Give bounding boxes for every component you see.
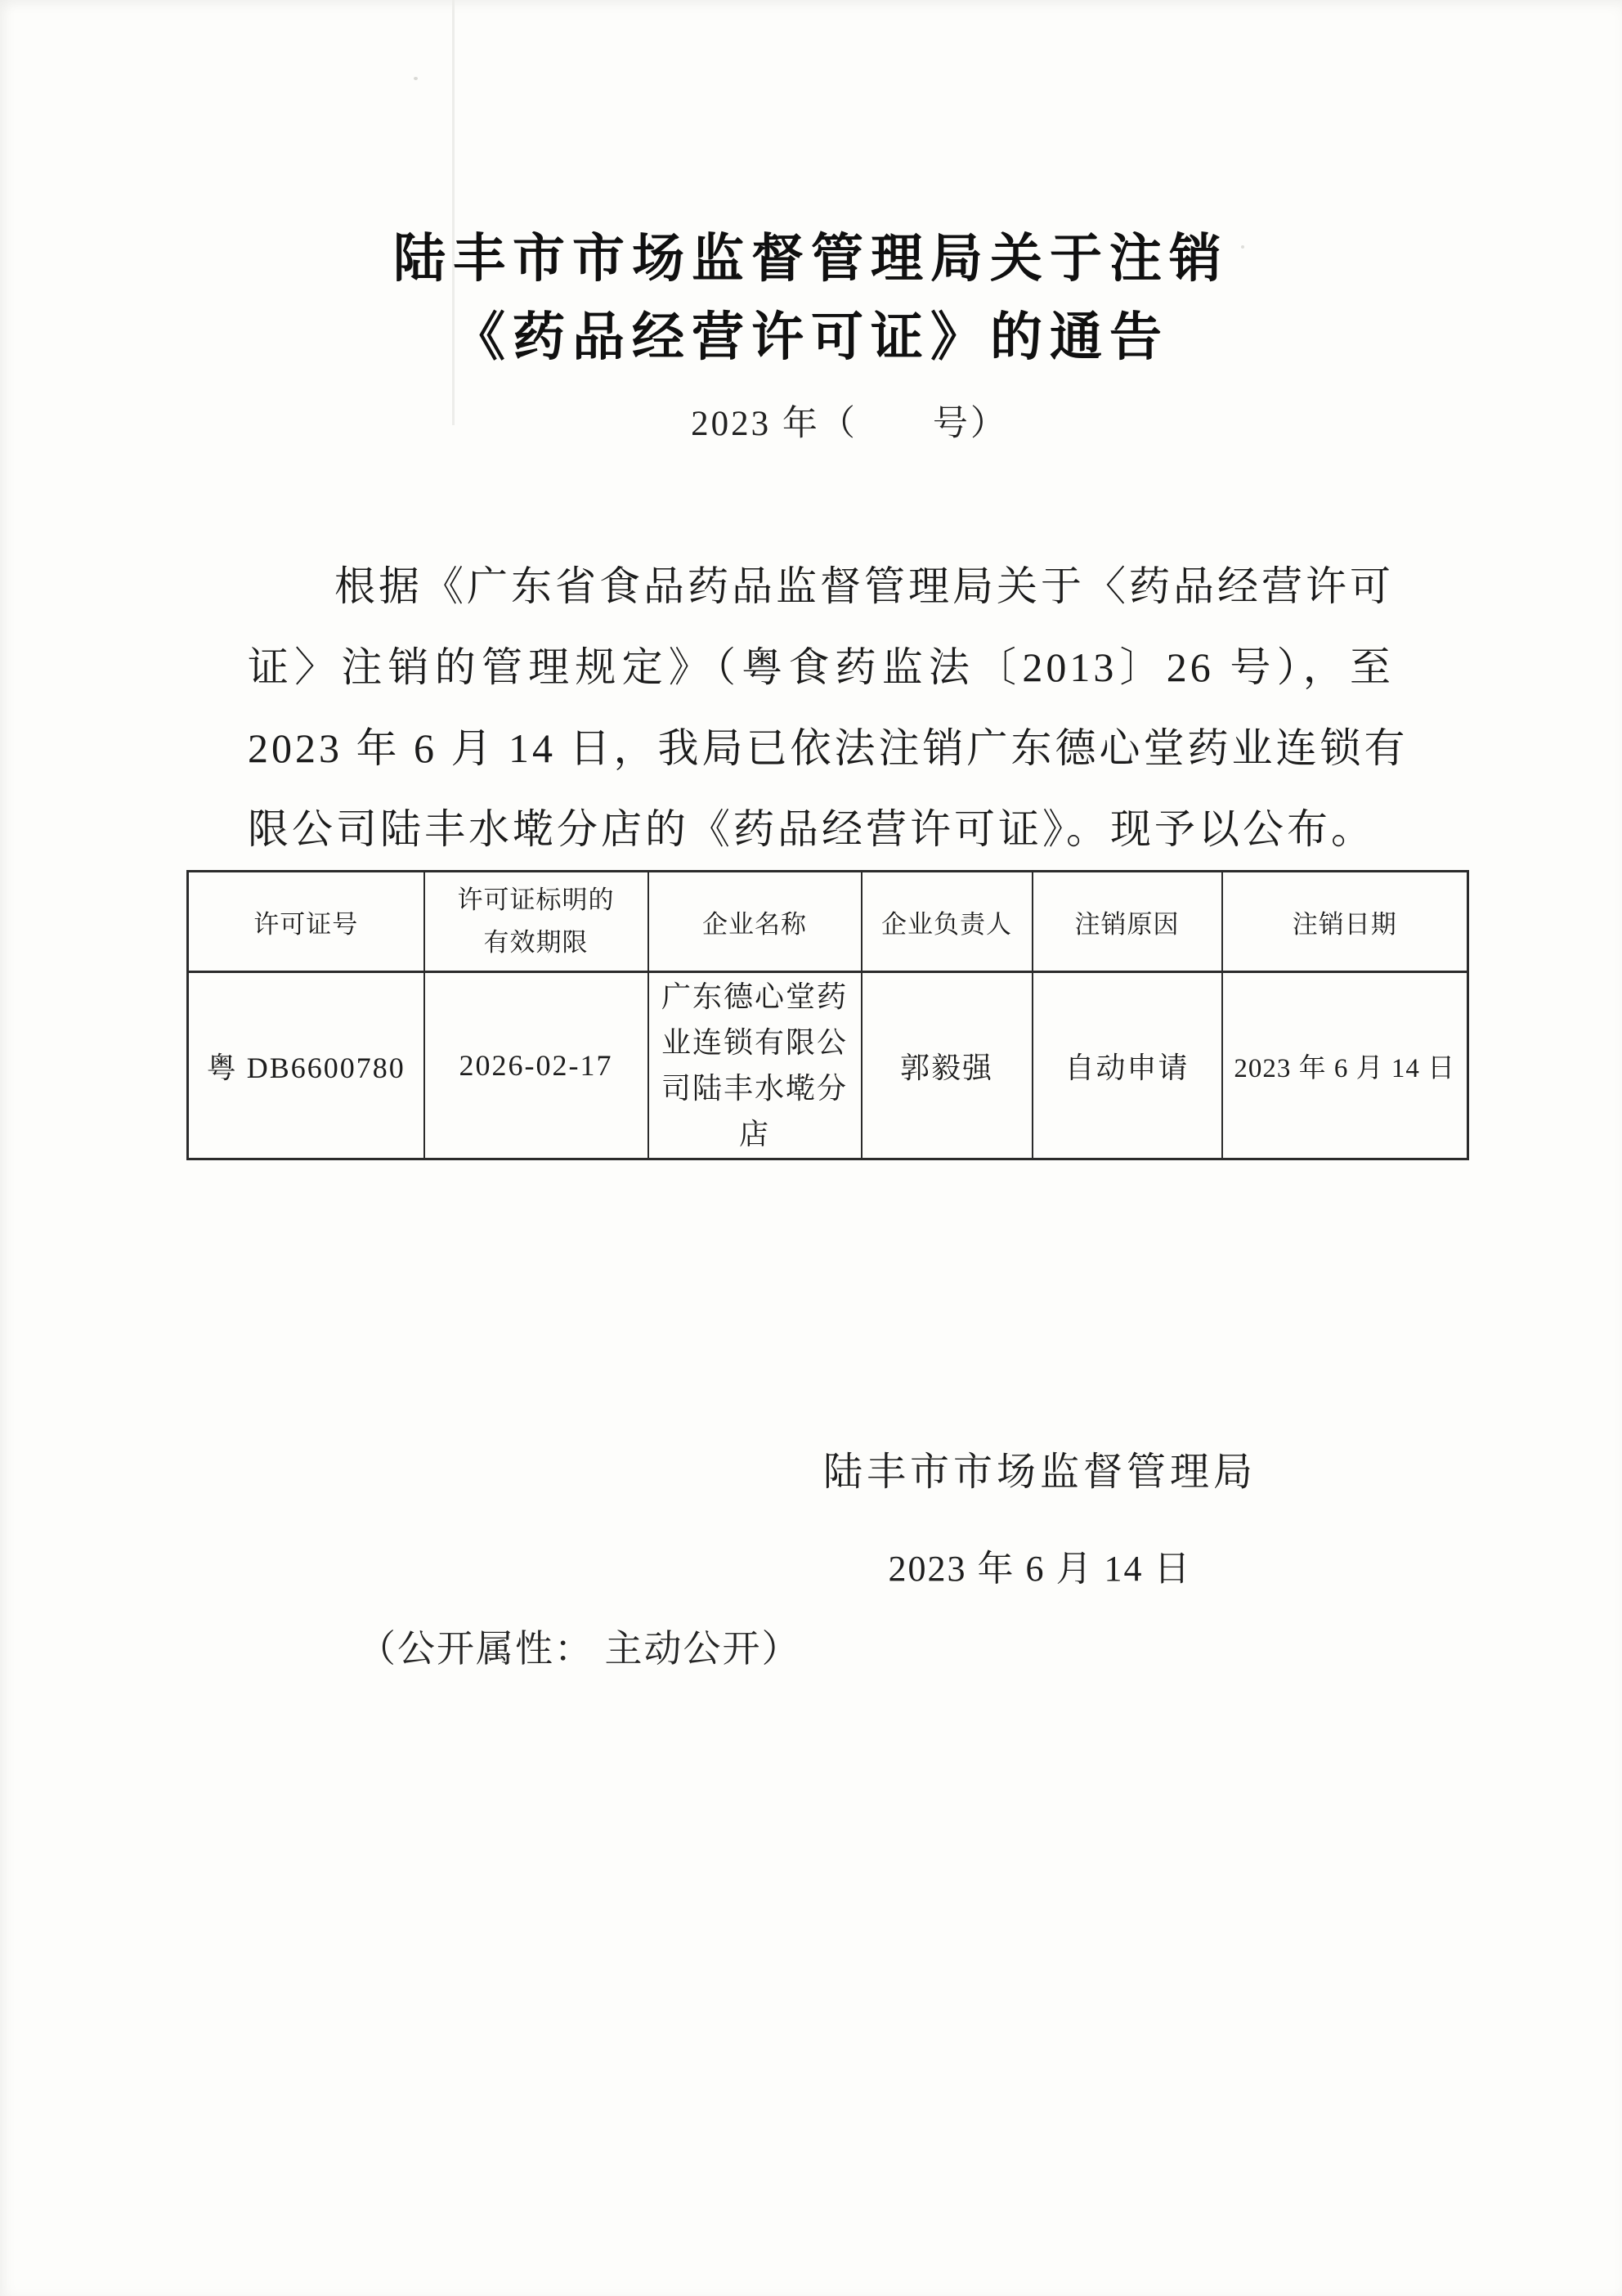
body-line-text: 证〉注销的管理规定》（粤食药监法〔2013〕26 号），至 — [248, 644, 1394, 690]
scan-artifact-speck — [414, 77, 418, 80]
license-cancellation-table — [186, 870, 1469, 1160]
document-title-line1: 陆丰市市场监督管理局关于注销 — [393, 229, 1229, 288]
header-valid-until-text: 许可证标明的有效期限 — [457, 886, 615, 957]
document-title — [0, 219, 1622, 376]
header-person-in-charge: 企业负责人 — [862, 872, 1033, 972]
cell-cancel-reason: 自动申请 — [1033, 972, 1222, 1159]
table-header-row — [188, 872, 1468, 972]
body-line — [248, 789, 1394, 870]
cell-company-name-text: 广东德心堂药业连锁有限公司陆丰水墘分店 — [661, 980, 849, 1150]
header-cancel-reason: 注销原因 — [1033, 872, 1222, 972]
cell-person-in-charge: 郭毅强 — [862, 972, 1033, 1159]
signature-agency: 陆丰市市场监督管理局 — [822, 1451, 1257, 1494]
body-line-text: 限公司陆丰水墘分店的《药品经营许可证》。现予以公布。 — [248, 806, 1375, 852]
cell-valid-until: 2026-02-17 — [424, 972, 648, 1159]
header-company-name: 企业名称 — [648, 872, 862, 972]
issue-number: 2023 年（ 号） — [691, 405, 1008, 443]
header-license-no: 许可证号 — [188, 872, 424, 972]
body-line-text: 根据《广东省食品药品监督管理局关于〈药品经营许可 — [334, 563, 1394, 609]
body-line-text: 2023 年 6 月 14 日，我局已依法注销广东德心堂药业连锁有 — [248, 725, 1409, 771]
header-cancel-date: 注销日期 — [1222, 872, 1468, 972]
cell-license-no: 粤 DB6600780 — [188, 972, 424, 1159]
body-line — [248, 627, 1394, 708]
body-line — [248, 708, 1409, 789]
cell-company-name — [648, 972, 862, 1159]
body-paragraph — [248, 546, 1409, 870]
signature-block — [822, 1447, 1258, 1591]
signature-date: 2023 年 6 月 14 日 — [888, 1549, 1192, 1589]
disclosure-note: （公开属性： 主动公开） — [358, 1628, 801, 1670]
table-row — [188, 972, 1468, 1159]
header-valid-until — [424, 872, 648, 972]
document-title-line2: 《药品经营许可证》的通告 — [453, 307, 1169, 366]
body-line — [248, 546, 1394, 627]
cell-cancel-date: 2023 年 6 月 14 日 — [1222, 972, 1468, 1159]
